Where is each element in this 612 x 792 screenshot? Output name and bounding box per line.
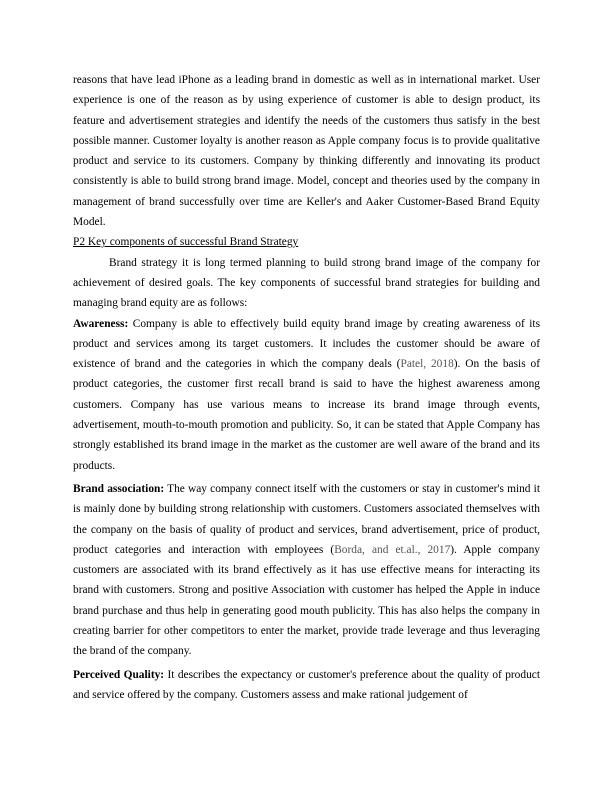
awareness-text-after: ). On the basis of product categories, the customer first recall brand is said to have the highest awareness among customers. Company has use various means to increase its brand image through events, advertisement, mouth-to-mouth promotion and publicity. So, it can be stated that Apple Company has strongly established its brand image in the market as the customer are well aware of the brand and its products.	[73, 358, 540, 472]
awareness-text-before: Company is able to effectively build equity brand image by creating awareness of its product and services among its target customers. It includes the customer should be aware of existence of brand and the categories in which the company deals (	[73, 317, 540, 371]
perceived-quality-term: Perceived Quality:	[73, 668, 165, 681]
brand-association-term: Brand association:	[73, 482, 165, 495]
awareness-citation: Patel, 2018	[400, 358, 454, 371]
awareness-paragraph	[73, 314, 540, 476]
perceived-quality-text: It describes the expectancy or customer's preference about the quality of product and service offered by the company. Customers assess and make rational judgement of	[73, 668, 540, 701]
section-heading: P2 Key components of successful Brand Strategy	[73, 236, 299, 249]
brand-association-citation: Borda, and et.al., 2017	[334, 543, 451, 556]
awareness-term: Awareness:	[73, 317, 129, 330]
perceived-quality-paragraph	[73, 665, 540, 706]
brand-association-paragraph	[73, 479, 540, 662]
lead-paragraph: Brand strategy it is long termed planning to build strong brand image of the company for achievement of desired goals. The key components of successful brand strategies for building and managing brand equity are as follows:	[73, 256, 540, 310]
document-page	[73, 70, 540, 705]
intro-paragraph: reasons that have lead iPhone as a leading brand in domestic as well as in international market. User experience is one of the reason as by using experience of customer is able to design product, its feature and advertisement strategies and identify the needs of the customers thus satisfy in the best possible manner. Customer loyalty is another reason as Apple company focus is to provide qualitative product and service to its customers. Company by thinking differently and innovating its product consistently is able to build strong brand image. Model, concept and theories used by the company in management of brand successfully over time are Keller's and Aaker Customer-Based Brand Equity Model.	[73, 74, 540, 229]
brand-association-text-before: The way company connect itself with the customers or stay in customer's mind it is mainly done by building strong relationship with customers. Customers associated themselves with the company on the basis of quality of product and services, brand advertisement, price of product, product categories and interaction with employees (	[73, 482, 541, 556]
brand-association-text-after: ). Apple company customers are associated with its brand effectively as it has use effective means for interacting its brand with customers. Strong and positive Association with customer has helped the Apple in induce brand purchase and thus help in generating good mouth publicity. This has also helps the company in creating barrier for other competitors to enter the market, provide trade leverage and thus leveraging the brand of the company.	[73, 543, 540, 658]
